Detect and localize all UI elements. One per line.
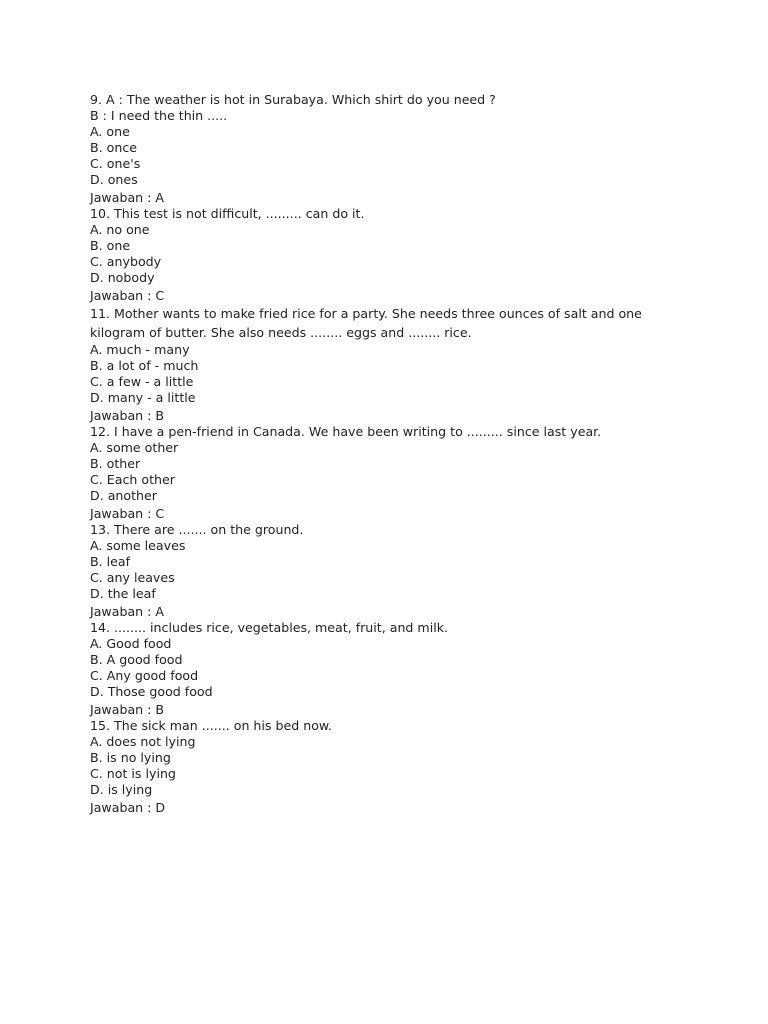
option-b: B. a lot of - much — [90, 358, 199, 373]
answer-key: Jawaban : C — [90, 506, 165, 521]
question-13 — [90, 522, 690, 620]
option-c: C. one's — [90, 156, 141, 171]
answer-key: Jawaban : A — [90, 604, 165, 619]
option-a: A. no one — [90, 222, 150, 237]
answer-key: Jawaban : C — [90, 288, 165, 303]
option-d: D. the leaf — [90, 586, 156, 601]
option-c: C. Each other — [90, 472, 175, 487]
option-a: A. much - many — [90, 342, 190, 357]
answer-key: Jawaban : B — [90, 408, 165, 423]
question-12 — [90, 424, 690, 522]
option-a: A. some other — [90, 440, 179, 455]
question-10 — [90, 206, 690, 304]
question-9 — [90, 92, 690, 206]
option-c: C. any leaves — [90, 570, 175, 585]
option-b: B. other — [90, 456, 141, 471]
question-stem: 13. There are ....... on the ground. — [90, 522, 304, 537]
option-d: D. Those good food — [90, 684, 213, 699]
question-stem: 14. ........ includes rice, vegetables, meat, fruit, and milk. — [90, 620, 448, 635]
question-stem: 15. The sick man ....... on his bed now. — [90, 718, 333, 733]
question-11 — [90, 304, 690, 424]
option-d: D. many - a little — [90, 390, 196, 405]
question-stem: 9. A : The weather is hot in Surabaya. Which shirt do you need ? — [90, 92, 496, 107]
option-a: A. does not lying — [90, 734, 196, 749]
question-stem: 11. Mother wants to make fried rice for a party. She needs three ounces of salt and one kilogram of butter. She also needs ........ eggs and ........ rice. — [90, 306, 642, 340]
option-d: D. ones — [90, 172, 138, 187]
option-b: B. is no lying — [90, 750, 171, 765]
question-14 — [90, 620, 690, 718]
option-a: A. Good food — [90, 636, 172, 651]
option-b: B. once — [90, 140, 138, 155]
question-15 — [90, 718, 690, 816]
option-b: B. one — [90, 238, 131, 253]
option-d: D. is lying — [90, 782, 153, 797]
option-b: B. A good food — [90, 652, 183, 667]
question-stem: B : I need the thin ..... — [90, 108, 228, 123]
option-c: C. Any good food — [90, 668, 199, 683]
option-d: D. another — [90, 488, 157, 503]
option-c: C. a few - a little — [90, 374, 194, 389]
option-c: C. anybody — [90, 254, 162, 269]
answer-key: Jawaban : D — [90, 800, 166, 815]
option-d: D. nobody — [90, 270, 155, 285]
answer-key: Jawaban : A — [90, 190, 165, 205]
option-c: C. not is lying — [90, 766, 176, 781]
document-page — [90, 92, 690, 816]
option-a: A. some leaves — [90, 538, 186, 553]
option-b: B. leaf — [90, 554, 131, 569]
option-a: A. one — [90, 124, 130, 139]
answer-key: Jawaban : B — [90, 702, 165, 717]
question-stem: 10. This test is not difficult, ......... can do it. — [90, 206, 365, 221]
question-stem: 12. I have a pen-friend in Canada. We have been writing to ......... since last year. — [90, 424, 602, 439]
